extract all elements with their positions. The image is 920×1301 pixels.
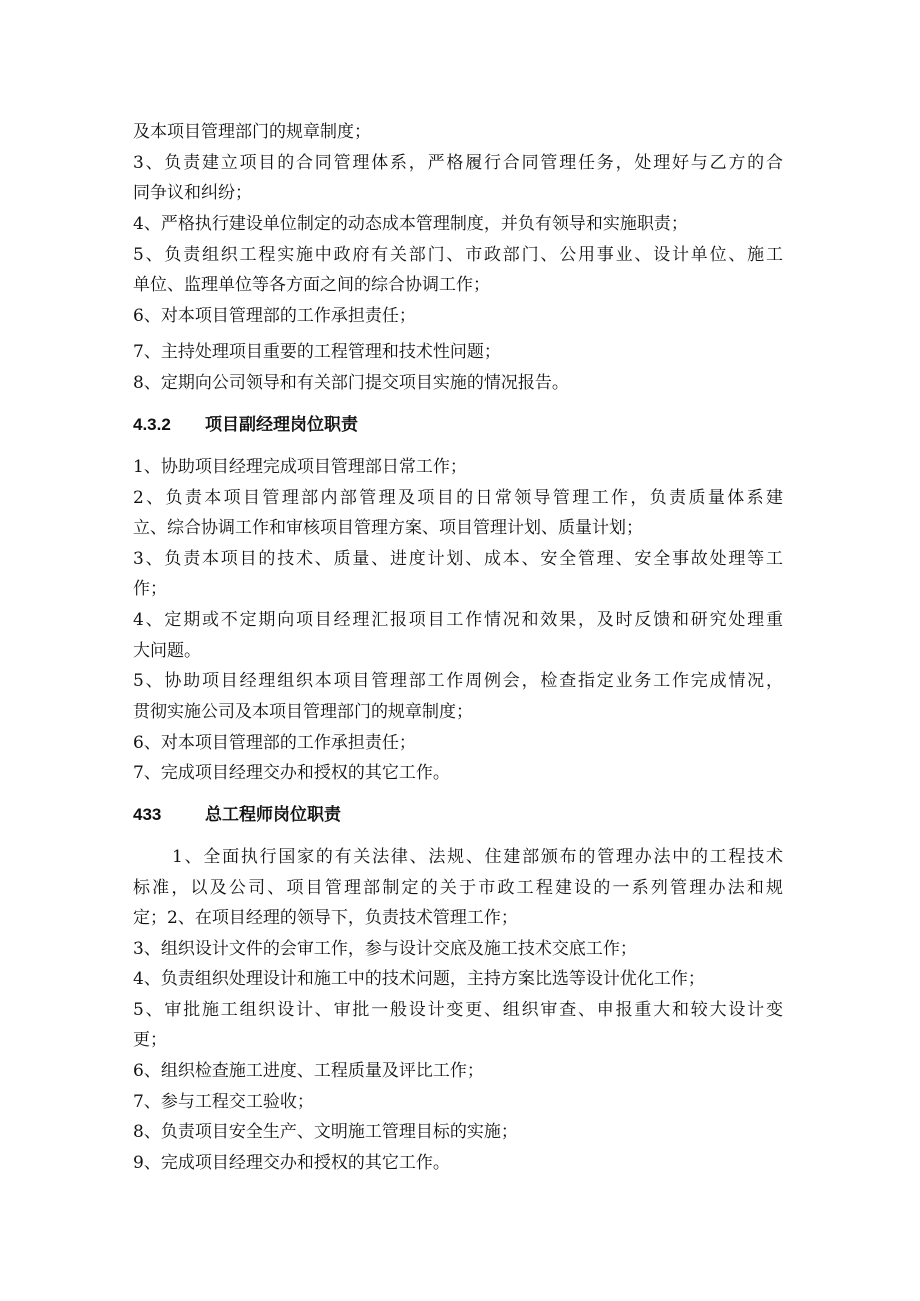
- paragraph-line: 标准，以及公司、项目管理部制定的关于市政工程建设的一系列管理办法和规: [133, 878, 783, 898]
- paragraph-line: 5、审批施工组织设计、审批一般设计变更、组织审查、申报重大和较大设计变: [133, 1000, 783, 1020]
- section-title: 总工程师岗位职责: [205, 805, 341, 825]
- paragraph-line: 更；: [133, 1030, 167, 1050]
- paragraph-line: 1、全面执行国家的有关法律、法规、住建部颁布的管理办法中的工程技术: [172, 847, 783, 867]
- paragraph-line: 大问题。: [133, 641, 201, 661]
- paragraph-line: 4、定期或不定期向项目经理汇报项目工作情况和效果，及时反馈和研究处理重: [133, 610, 783, 630]
- paragraph-line: 2、负责本项目管理部内部管理及项目的日常领导管理工作，负责质量体系建: [133, 488, 783, 508]
- paragraph-line: 作；: [133, 579, 167, 599]
- paragraph-line: 立、综合协调工作和审核项目管理方案、项目管理计划、质量计划；: [133, 518, 643, 538]
- paragraph-line: 同争议和纠纷；: [133, 183, 252, 203]
- paragraph-line: 7、参与工程交工验收；: [133, 1092, 314, 1112]
- paragraph-line: 7、完成项目经理交办和授权的其它工作。: [133, 763, 450, 783]
- paragraph-line: 1、协助项目经理完成项目管理部日常工作；: [133, 457, 467, 477]
- paragraph-line: 8、负责项目安全生产、文明施工管理目标的实施；: [133, 1122, 518, 1142]
- section-number: 4.3.2: [133, 415, 171, 434]
- paragraph-line: 4、严格执行建设单位制定的动态成本管理制度，并负有领导和实施职责；: [133, 214, 688, 234]
- paragraph-line: 6、对本项目管理部的工作承担责任；: [133, 306, 416, 326]
- paragraph-line: 及本项目管理部门的规章制度；: [133, 122, 371, 142]
- paragraph-line: 5、负责组织工程实施中政府有关部门、市政部门、公用事业、设计单位、施工: [133, 245, 783, 265]
- paragraph-line: 7、主持处理项目重要的工程管理和技术性问题；: [133, 342, 501, 362]
- paragraph-line: 9、完成项目经理交办和授权的其它工作。: [133, 1153, 450, 1173]
- paragraph-line: 定；2、在项目经理的领导下，负责技术管理工作；: [133, 908, 518, 928]
- section-title: 项目副经理岗位职责: [205, 415, 358, 435]
- paragraph-line: 贯彻实施公司及本项目管理部门的规章制度；: [133, 702, 473, 722]
- paragraph-line: 5、协助项目经理组织本项目管理部工作周例会，检查指定业务工作完成情况，: [133, 671, 783, 691]
- paragraph-line: 6、对本项目管理部的工作承担责任；: [133, 733, 416, 753]
- section-number: 433: [133, 805, 162, 824]
- paragraph-line: 8、定期向公司领导和有关部门提交项目实施的情况报告。: [133, 373, 569, 393]
- paragraph-line: 6、组织检查施工进度、工程质量及评比工作；: [133, 1061, 484, 1081]
- paragraph-line: 4、负责组织处理设计和施工中的技术问题，主持方案比选等设计优化工作；: [133, 969, 705, 989]
- paragraph-line: 3、负责建立项目的合同管理体系，严格履行合同管理任务，处理好与乙方的合: [133, 153, 783, 173]
- section-heading: [133, 414, 358, 436]
- paragraph-line: 3、组织设计文件的会审工作，参与设计交底及施工技术交底工作；: [133, 939, 637, 959]
- paragraph-line: 3、负责本项目的技术、质量、进度计划、成本、安全管理、安全事故处理等工: [133, 549, 783, 569]
- paragraph-line: 单位、监理单位等各方面之间的综合协调工作；: [133, 275, 490, 295]
- section-heading: [133, 804, 341, 826]
